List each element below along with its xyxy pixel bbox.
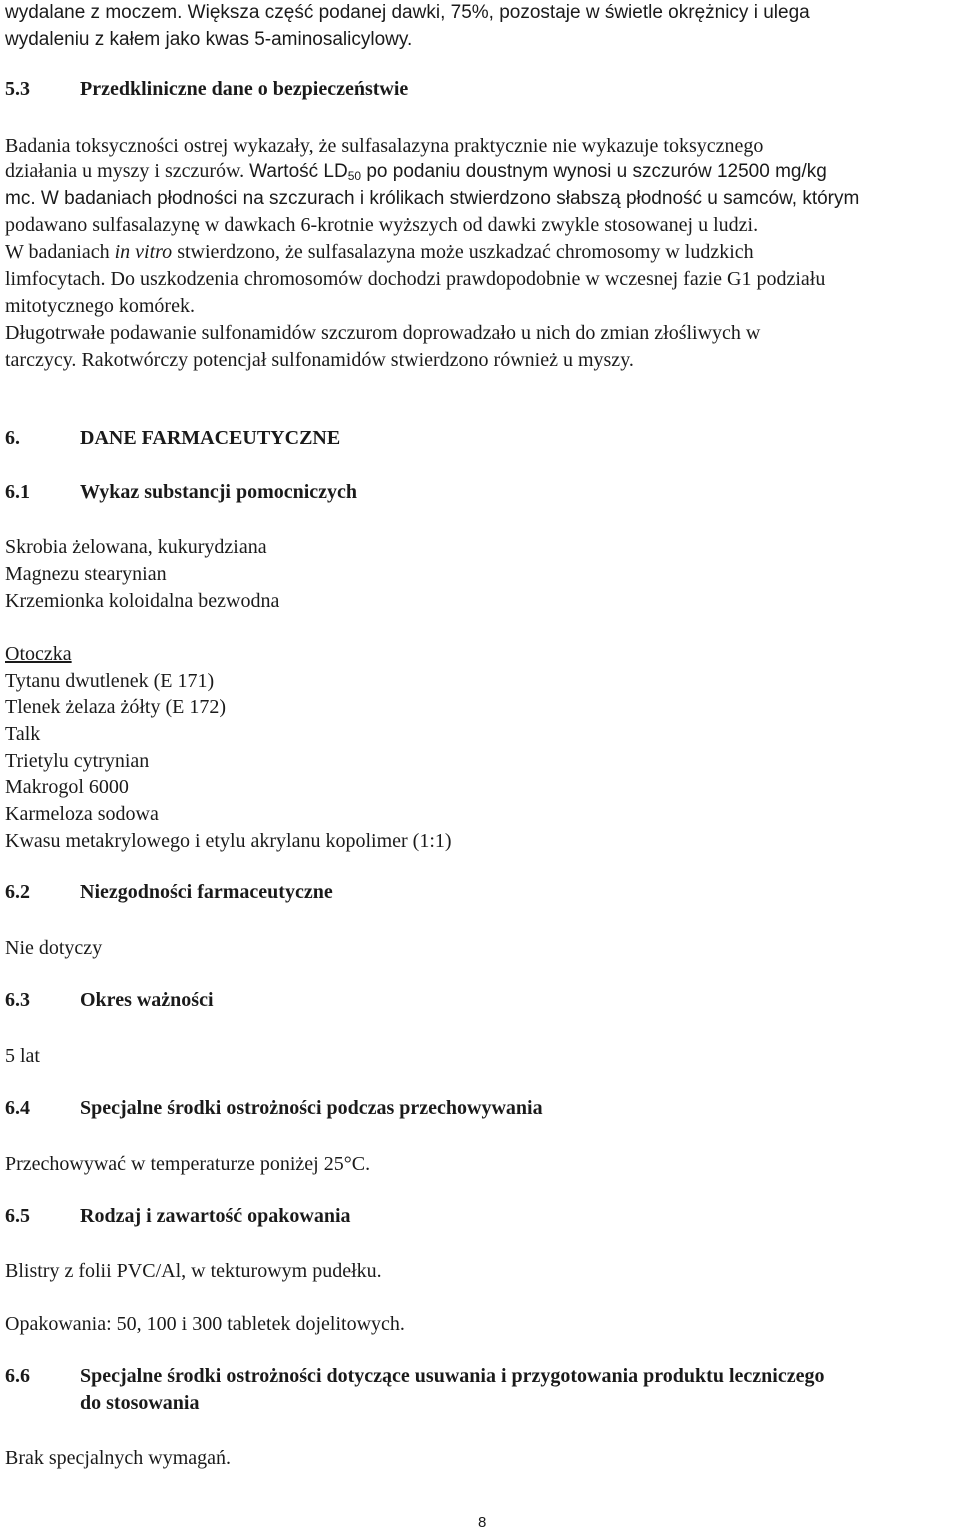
text-span: tarczycy. (5, 349, 77, 371)
text-line: podawano sulfasalazynę w dawkach 6-krotnie wyższych od dawki zwykle stosowanej u ludzi. (5, 214, 759, 236)
section-title: Specjalne środki ostrożności dotyczące usuwania i przygotowania produktu leczniczego (80, 1365, 825, 1387)
list-item: Magnezu stearynian (5, 563, 167, 585)
section-title: Okres ważności (80, 989, 214, 1011)
section-number: 6.1 (5, 481, 30, 503)
text-line: Przechowywać w temperaturze poniżej 25°C. (5, 1153, 371, 1175)
list-item: Karmeloza sodowa (5, 803, 159, 825)
section-number: 6. (5, 427, 20, 449)
text-italic: in vitro (114, 241, 173, 263)
section-title: Wykaz substancji pomocniczych (80, 481, 358, 503)
text-span (249, 161, 827, 182)
page-number: 8 (478, 1514, 487, 1531)
text-span: W badaniach (5, 241, 115, 263)
section-title: Niezgodności farmaceutyczne (80, 881, 333, 903)
section-title: do stosowania (80, 1392, 200, 1414)
list-item: Trietylu cytrynian (5, 750, 150, 772)
list-item: Skrobia żelowana, kukurydziana (5, 536, 267, 558)
text-line: Blistry z folii PVC/Al, w tekturowym pudełku. (5, 1260, 382, 1282)
section-number: 5.3 (5, 78, 30, 100)
text-span: mc. (5, 188, 36, 209)
section-number: 6.2 (5, 881, 30, 903)
text-span: po podaniu doustnym wynosi u szczurów 12500 mg/kg (361, 161, 827, 182)
list-item: Kwasu metakrylowego i etylu akrylanu kopolimer (1:1) (5, 830, 452, 852)
text-span: limfocytach. (5, 268, 106, 290)
text-line (5, 185, 859, 212)
subheading-coating: Otoczka (5, 643, 72, 665)
text-span: działania u myszy i szczurów. (5, 160, 245, 182)
text-span: W badaniach płodności na szczurach i królikach stwierdzono słabszą płodność u samców, którym (35, 188, 860, 209)
section-title: Specjalne środki ostrożności podczas przechowywania (80, 1097, 543, 1119)
text-line: wydaleniu z kałem jako kwas 5-aminosalicylowy. (5, 29, 413, 50)
list-item: Krzemionka koloidalna bezwodna (5, 590, 280, 612)
list-item: Tytanu dwutlenek (E 171) (5, 670, 215, 692)
text-span: Do uszkodzenia chromosomów dochodzi prawdopodobnie w wczesnej fazie G1 podziału (105, 268, 826, 290)
subscript: 50 (347, 169, 362, 183)
list-item: Makrogol 6000 (5, 776, 129, 798)
text-line: Opakowania: 50, 100 i 300 tabletek dojelitowych. (5, 1313, 405, 1335)
text-line: mitotycznego komórek. (5, 295, 195, 317)
text-span: Rakotwórczy potencjał sulfonamidów stwierdzono również u myszy. (76, 349, 634, 371)
text-line: Badania toksyczności ostrej wykazały, że sulfasalazyna praktycznie nie wykazuje toksycznego (5, 135, 764, 157)
text-line: Nie dotyczy (5, 937, 103, 959)
section-title: Przedkliniczne dane o bezpieczeństwie (80, 78, 409, 100)
text-line: wydalane z moczem. Większa część podanej dawki, 75%, pozostaje w świetle okrężnicy i ulega (5, 2, 810, 23)
list-item: Talk (5, 723, 41, 745)
list-item: Tlenek żelaza żółty (E 172) (5, 696, 226, 718)
text-line (5, 239, 754, 265)
section-number: 6.5 (5, 1205, 30, 1227)
text-line: 5 lat (5, 1045, 40, 1067)
section-number: 6.3 (5, 989, 30, 1011)
section-title: DANE FARMACEUTYCZNE (80, 427, 341, 449)
text-line: Brak specjalnych wymagań. (5, 1447, 232, 1469)
text-span: Wartość LD (249, 161, 348, 182)
text-span: stwierdzono, że sulfasalazyna może uszkadzać chromosomy w ludzkich (172, 241, 754, 263)
section-number: 6.6 (5, 1365, 30, 1387)
text-line (5, 266, 825, 292)
text-line (5, 347, 634, 373)
text-line: Długotrwałe podawanie sulfonamidów szczurom doprowadzało u nich do zmian złośliwych w (5, 322, 761, 344)
section-title: Rodzaj i zawartość opakowania (80, 1205, 351, 1227)
section-number: 6.4 (5, 1097, 30, 1119)
